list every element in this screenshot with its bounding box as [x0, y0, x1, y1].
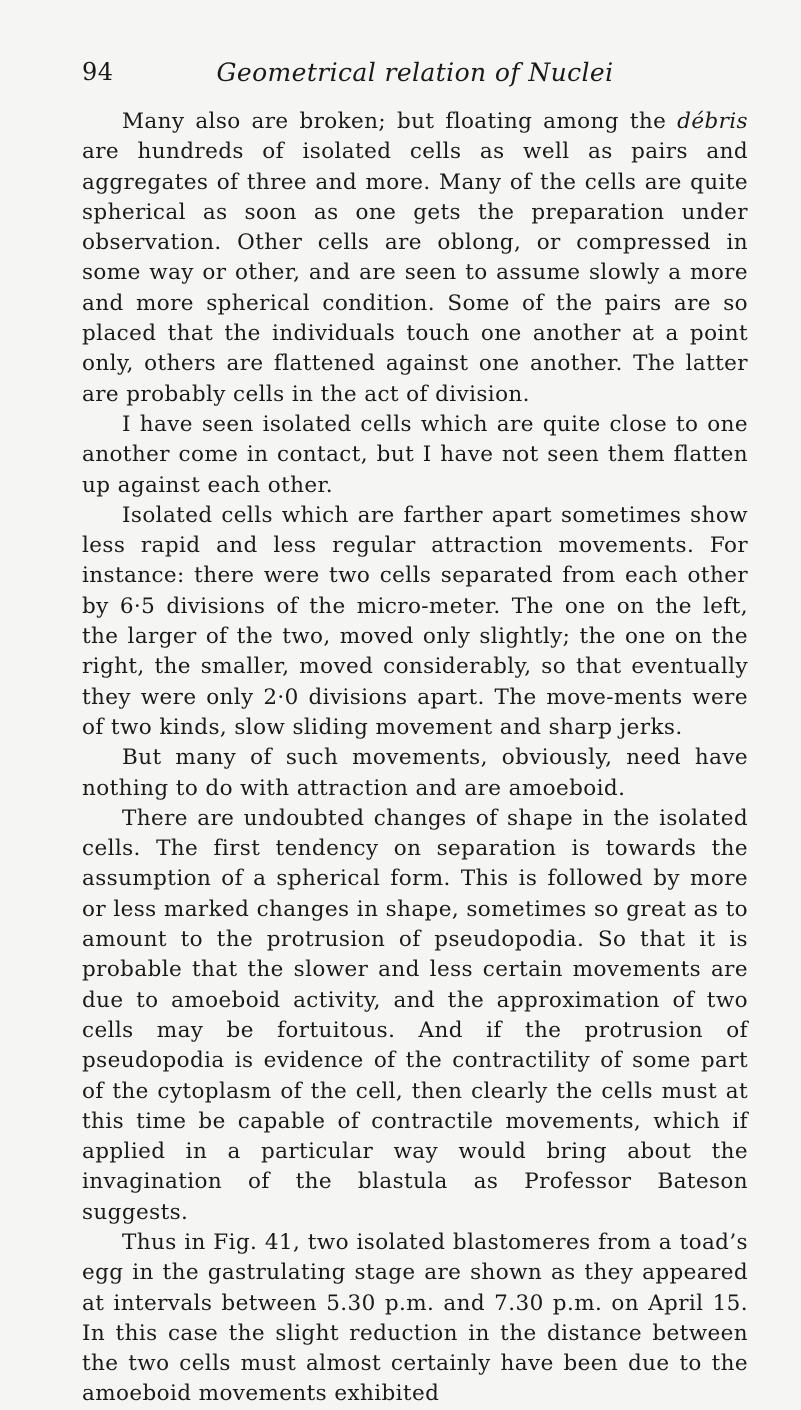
paragraph-2: I have seen isolated cells which are quite close to one another come in contact, but I have not seen them flatten up against each other.	[82, 411, 748, 498]
body-text	[82, 107, 748, 1410]
paragraph-1-rest: are hundreds of isolated cells as well as pairs and aggregates of three and more. Many of the cells are quite spherical as soon as one gets the preparation under observation. Other cells are oblong, or compressed in some way or other, and are seen to assume slowly a more and more spherical condition. Some of the pairs are so placed that the individuals touch one another at a point only, others are flattened against one another. The latter are probably cells in the act of division.	[82, 139, 748, 407]
page-header	[82, 58, 748, 94]
debris-italic-term: débris	[677, 109, 748, 134]
paragraph-4: But many of such movements, obviously, need have nothing to do with attraction and are amoeboid.	[82, 745, 748, 801]
page-number: 94	[82, 58, 114, 86]
paragraph-1	[82, 107, 748, 410]
paragraph-5: There are undoubted changes of shape in the isolated cells. The first tendency on separation is towards the assumption of a spherical form. This is followed by more or less marked changes in shape, sometimes so great as to amount to the protrusion of pseudopodia. So that it is probable that the slower and less certain movements are due to amoeboid activity, and the approximation of two cells may be fortuitous. And if the protrusion of pseudopodia is evidence of the contractility of some part of the cytoplasm of the cell, then clearly the cells must at this time be capable of contractile movements, which if applied in a particular way would bring about the invagination of the blastula as Professor Bateson suggests.	[82, 805, 748, 1225]
paragraph-6: Thus in Fig. 41, two isolated blastomeres from a toad’s egg in the gastrulating stage are shown as they appeared at intervals between 5.30 p.m. and 7.30 p.m. on April 15. In this case the slight reduction in the distance between the two cells must almost certainly have been due to the amoeboid movements exhibited	[82, 1229, 748, 1407]
running-title: Geometrical relation of Nuclei	[216, 58, 614, 87]
paragraph-1-start: Many also are broken; but floating among the	[122, 109, 678, 134]
paragraph-3: Isolated cells which are farther apart sometimes show less rapid and less regular attraction movements. For instance: there were two cells separated from each other by 6·5 divisions of the micro-meter. The one on the left, the larger of the two, moved only slightly; the one on the right, the smaller, moved considerably, so that eventually they were only 2·0 divisions apart. The move-ments were of two kinds, slow sliding movement and sharp jerks.	[82, 502, 748, 740]
